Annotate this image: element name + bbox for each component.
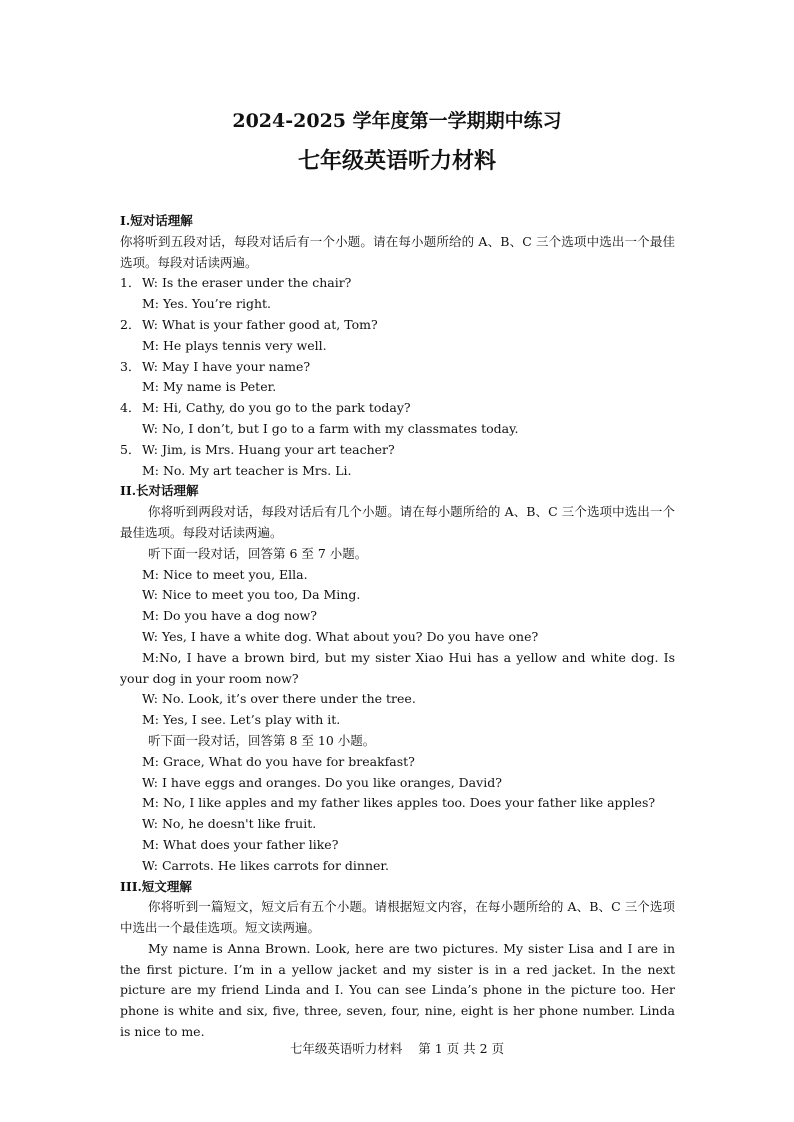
answer-line: M: My name is Peter. — [142, 379, 277, 395]
section1-instructions: 你将听到五段对话，每段对话后有一个小题。请在每小题所给的 A、B、C 三个选项中选出一个最佳选项。每段对话读两遍。 — [120, 233, 675, 270]
question-1 — [120, 273, 675, 294]
document-body — [120, 211, 675, 1043]
question-line: W: Jim, is Mrs. Huang your art teacher? — [142, 441, 395, 457]
section2-instructions: 你将听到两段对话，每段对话后有几个小题。请在每小题所给的 A、B、C 三个选项中选出一个最佳选项。每段对话读两遍。 — [120, 504, 675, 540]
dialog-line: M: What does your father like? — [142, 836, 339, 852]
question-number: 4． — [120, 400, 141, 416]
dialog-line: M: Do you have a dog now? — [142, 608, 317, 624]
question-number: 3． — [120, 358, 141, 374]
question-line: M: Hi, Cathy, do you go to the park today? — [142, 400, 411, 416]
dialog-line: M:No, I have a brown bird, but my sister Xiao Hui has a yellow and white dog. Is your dog in your room now? — [120, 649, 675, 686]
dialog-line: W: Nice to meet you too, Da Ming. — [142, 587, 361, 603]
exam-subtitle: 七年级英语听力材料 — [297, 148, 496, 174]
section2-heading: II.长对话理解 — [120, 483, 199, 499]
dialog-line: W: No. Look, it’s over there under the tree. — [142, 691, 416, 707]
question-2 — [120, 315, 675, 336]
exam-title: 2024-2025 学年度第一学期期中练习 — [232, 110, 562, 132]
answer-line: W: No, I don’t, but I go to a farm with my classmates today. — [142, 420, 519, 436]
dialog-line: W: No, he doesn't like fruit. — [142, 816, 317, 832]
dialog-line: M: No, I like apples and my father likes apples too. Does your father like apples? — [142, 795, 656, 811]
answer-line: M: No. My art teacher is Mrs. Li. — [142, 462, 352, 478]
section3-instructions: 你将听到一篇短文，短文后有五个小题。请根据短文内容，在每小题所给的 A、B、C 三个选项中选出一个最佳选项。短文读两遍。 — [120, 899, 675, 936]
dialog-line: M: Yes, I see. Let’s play with it. — [142, 712, 341, 728]
dialog1-intro: 听下面一段对话，回答第 6 至 7 小题。 — [148, 545, 368, 561]
dialog2-intro: 听下面一段对话，回答第 8 至 10 小题。 — [148, 732, 376, 748]
question-3 — [120, 357, 675, 378]
dialog-line: W: Carrots. He likes carrots for dinner. — [142, 857, 389, 873]
question-number: 5． — [120, 441, 141, 457]
question-number: 1． — [120, 275, 141, 291]
question-4 — [120, 398, 675, 419]
question-line: W: Is the eraser under the chair? — [142, 275, 352, 291]
dialog-line: M: Nice to meet you, Ella. — [142, 566, 308, 582]
dialog-line: W: Yes, I have a white dog. What about you? Do you have one? — [142, 628, 539, 644]
dialog-line: M: Grace, What do you have for breakfast? — [142, 753, 415, 769]
question-5 — [120, 440, 675, 461]
dialog-line: W: I have eggs and oranges. Do you like oranges, David? — [142, 774, 502, 790]
question-line: W: What is your father good at, Tom? — [142, 316, 378, 332]
section3-heading: III.短文理解 — [120, 878, 192, 894]
section1-heading: I.短对话理解 — [120, 213, 193, 228]
page-footer: 七年级英语听力材料 第 1 页 共 2 页 — [289, 1041, 505, 1056]
question-number: 2． — [120, 316, 141, 332]
answer-line: M: Yes. You’re right. — [142, 296, 271, 312]
question-line: W: May I have your name? — [142, 358, 311, 374]
section3-passage: My name is Anna Brown. Look, here are two pictures. My sister Lisa and I are in the first picture. I’m in a yellow jacket and my sister is in a red jacket. In the next picture are my friend Linda and I. You can see Linda’s phone in the picture too. Her phone is white and six, five, three, seven, four, nine, eight is her phone number. Linda is nice to me. — [120, 940, 675, 1040]
answer-line: M: He plays tennis very well. — [142, 337, 327, 353]
